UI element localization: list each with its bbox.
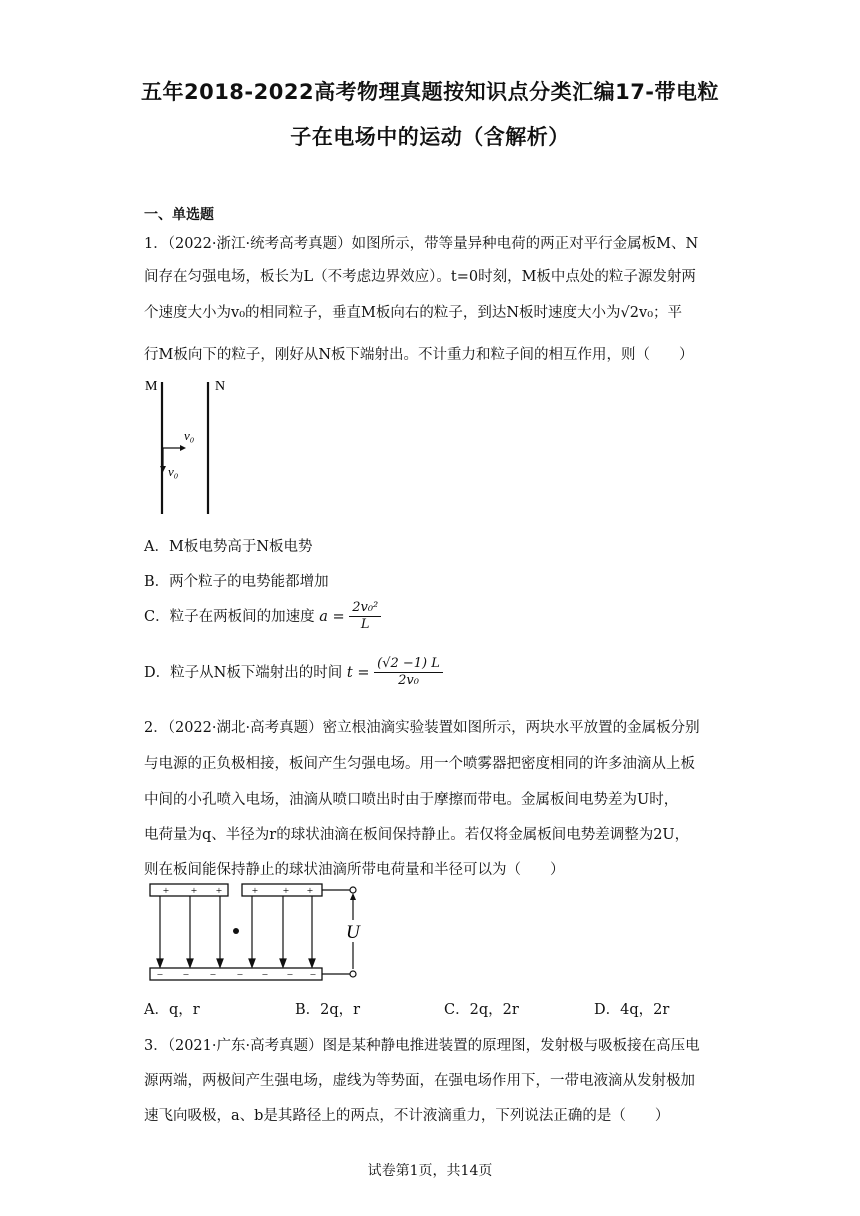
q2-line-4: 电荷量为q、半径为r的球状油滴在板间保持静止。若仅将金属板间电势差调整为2U，	[144, 827, 690, 843]
q3-line-2: 源两端，两极间产生强电场，虚线为等势面，在强电场作用下，一带电液滴从发射极加	[144, 1073, 695, 1089]
q1-option-d-numerator: (√2 −1) L	[374, 656, 443, 673]
voltage-arrowhead-up	[350, 893, 356, 900]
page-footer: 试卷第1页，共14页	[367, 1163, 493, 1179]
q1-line-3: 个速度大小为v₀的相同粒子，垂直M板向右的粒子，到达N板时速度大小为√2v₀；平	[144, 305, 683, 321]
velocity-right-label: v₀	[184, 428, 195, 443]
q2-option-d: D．4q，2r	[594, 1002, 670, 1018]
q1-option-c-text: C．粒子在两板间的加速度	[144, 608, 315, 625]
q1-option-a: A．M板电势高于N板电势	[144, 539, 313, 555]
plate-m-label: M	[145, 379, 158, 394]
q1-option-d-text: D．粒子从N板下端射出的时间	[144, 664, 343, 681]
q2-option-b: B．2q，r	[295, 1002, 361, 1018]
q1-line-1: 1．（2022·浙江·统考高考真题）如图所示，带等量异种电荷的两正对平行金属板M、N	[144, 236, 699, 252]
minus-sign: −	[182, 969, 190, 981]
q1-option-d-denominator: 2v₀	[398, 673, 419, 689]
q3-line-3: 速飞向吸极，a、b是其路径上的两点，不计液滴重力，下列说法正确的是（ ）	[144, 1108, 670, 1124]
terminal-top	[350, 887, 356, 893]
q3-line-1: 3．（2021·广东·高考真题）图是某种静电推进装置的原理图，发射极与吸板接在高压电	[144, 1038, 700, 1054]
q1-option-c	[144, 600, 381, 634]
plate-n-label: N	[215, 379, 226, 394]
q1-option-c-lhs: a =	[319, 608, 345, 625]
q1-option-d	[144, 656, 443, 690]
q2-option-c: C．2q，2r	[444, 1002, 519, 1018]
q1-option-d-lhs: t =	[346, 664, 370, 681]
q1-line-4: 行M板向下的粒子，刚好从N板下端射出。不计重力和粒子间的相互作用，则（ ）	[144, 347, 694, 363]
q2-line-1: 2．（2022·湖北·高考真题）密立根油滴实验装置如图所示，两块水平放置的金属板分别	[144, 720, 700, 736]
minus-sign: −	[236, 969, 244, 981]
q2-line-5: 则在板间能保持静止的球状油滴所带电荷量和半径可以为（ ）	[144, 862, 565, 878]
q1-option-b: B．两个粒子的电势能都增加	[144, 574, 329, 590]
voltage-label: U	[346, 922, 360, 943]
q2-line-2: 与电源的正负极相接，板间产生匀强电场。用一个喷雾器把密度相同的许多油滴从上板	[144, 756, 695, 772]
plus-sign: +	[162, 885, 170, 897]
minus-sign: −	[261, 969, 269, 981]
q1-option-c-numerator: 2v₀²	[349, 600, 381, 617]
q2-option-a: A．q，r	[144, 1002, 200, 1018]
document-title-line1: 五年2018-2022高考物理真题按知识点分类汇编17-带电粒	[140, 80, 720, 104]
terminal-bottom	[350, 971, 356, 977]
q2-millikan-figure	[140, 880, 380, 985]
plus-sign: +	[190, 885, 198, 897]
minus-sign: −	[209, 969, 217, 981]
q1-option-d-fraction	[374, 656, 443, 690]
q1-option-c-fraction	[349, 600, 381, 634]
velocity-down-arrowhead	[160, 466, 166, 472]
oil-drop	[233, 928, 239, 934]
plus-sign: +	[251, 885, 259, 897]
document-title-line2: 子在电场中的运动（含解析）	[290, 125, 570, 149]
q1-line-2: 间存在匀强电场，板长为L（不考虑边界效应）。t=0时刻，M板中点处的粒子源发射两	[144, 269, 696, 285]
section-heading: 一、单选题	[144, 207, 214, 223]
velocity-down-label: v₀	[168, 464, 179, 479]
velocity-right-arrowhead	[180, 445, 186, 451]
plus-sign: +	[282, 885, 290, 897]
q1-parallel-plates-figure	[140, 372, 240, 517]
minus-sign: −	[156, 969, 164, 981]
minus-sign: −	[286, 969, 294, 981]
plus-sign: +	[306, 885, 314, 897]
minus-sign: −	[309, 969, 317, 981]
plus-sign: +	[215, 885, 223, 897]
q1-option-c-denominator: L	[360, 617, 370, 633]
q2-line-3: 中间的小孔喷入电场，油滴从喷口喷出时由于摩擦而带电。金属板间电势差为U时，	[144, 792, 679, 808]
